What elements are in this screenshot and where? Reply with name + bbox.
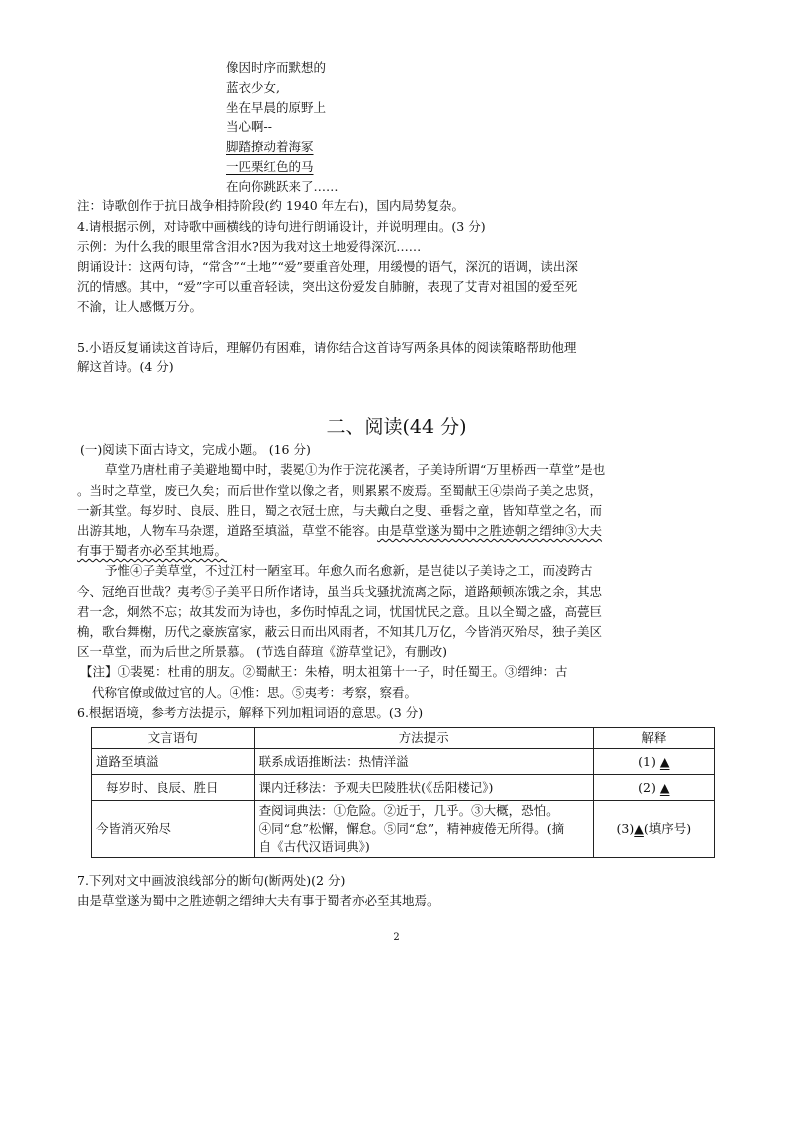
row3-answer[interactable] bbox=[593, 801, 714, 858]
row2-sentence: 每岁时、良辰、胜日 bbox=[92, 775, 255, 801]
row1-answer-prefix: (1) bbox=[638, 753, 656, 769]
q6-table bbox=[91, 727, 715, 858]
passage-p2-line-2: 今、冠绝百世哉？夷考⑤子美平日所作诸诗，虽当兵戈骚扰流离之际，道路颠顿冻饿之余，其忠 bbox=[77, 584, 603, 599]
notes-line-1: 【注】①裴冕：杜甫的朋友。②蜀献王：朱椿，明太祖第十一子，时任蜀王。③缙绅：古 bbox=[80, 664, 568, 679]
poem-note: 注：诗歌创作于抗日战争相持阶段(约 1940 年左右)，国内局势复杂。 bbox=[77, 198, 465, 213]
table-header-row bbox=[92, 728, 715, 749]
row1-answer[interactable] bbox=[593, 749, 714, 775]
passage-p1-line-1: 草堂乃唐杜甫子美避地蜀中时，裴冕①为作于浣花溪者，子美诗所谓“万里桥西一草堂”是也 bbox=[105, 462, 606, 477]
q5-question-line-1: 5.小语反复诵读这首诗后，理解仍有困难，请你结合这首诗写两条具体的阅读策略帮助他理 bbox=[77, 340, 577, 355]
row2-answer[interactable] bbox=[593, 775, 714, 801]
q5-question-line-2: 解这首诗。(4 分) bbox=[77, 359, 174, 374]
header-answer: 解释 bbox=[593, 728, 714, 749]
passage-p1-line-3: 一新其堂。每岁时、良辰、胜日，蜀之衣冠士庶，与夫戴白之叟、垂髫之童，皆知草堂之名，而 bbox=[77, 503, 603, 518]
poem-line-6-underlined: 一匹栗红色的马 bbox=[226, 159, 314, 174]
row1-sentence: 道路至填溢 bbox=[92, 749, 255, 775]
table-row bbox=[92, 775, 715, 801]
poem-line-2: 蓝衣少女, bbox=[226, 80, 280, 95]
row3-answer-suffix: (填序号) bbox=[643, 821, 692, 836]
q4-design-line-3: 不渝，让人感慨万分。 bbox=[77, 299, 203, 314]
row3-answer-prefix: (3) bbox=[616, 821, 635, 836]
row3-method-line-2: ④同“怠”松懈，懈怠。⑤同“怠”，精神疲倦无所得。(摘 bbox=[258, 821, 565, 836]
row3-sentence: 今皆消灭殆尽 bbox=[92, 801, 255, 858]
passage-p2-line-1: 予惟④子美草堂，不过江村一陋室耳。年愈久而名愈新，是岂徒以子美诗之工，而凌跨古 bbox=[105, 563, 593, 578]
q4-design-line-1: 朗诵设计：这两句诗，“常含”“土地”“爱”要重音处理，用缓慢的语气，深沉的语调，读出深 bbox=[77, 259, 578, 274]
table-row bbox=[92, 801, 715, 858]
part1-intro: (一)阅读下面古诗文，完成小题。 (16 分) bbox=[80, 442, 311, 457]
q4-design-line-2: 沉的情感。其中，“爱”字可以重音轻读，突出这份爱发自肺腑，表现了艾青对祖国的爱至死 bbox=[77, 279, 578, 294]
row2-method: 课内迁移法：予观夫巴陵胜状(《岳阳楼记》) bbox=[254, 775, 593, 801]
row3-answer-blank: ▲ bbox=[634, 821, 644, 836]
q4-example: 示例：为什么我的眼里常含泪水?因为我对这土地爱得深沉…… bbox=[77, 239, 422, 254]
row1-method: 联系成语推断法：热情洋溢 bbox=[254, 749, 593, 775]
header-sentence: 文言语句 bbox=[92, 728, 255, 749]
row3-method bbox=[254, 801, 593, 858]
poem-line-4: 当心啊-- bbox=[226, 119, 272, 134]
poem-line-1: 像因时序而默想的 bbox=[226, 60, 327, 75]
q6-question: 6.根据语境，参考方法提示，解释下列加粗词语的意思。(3 分) bbox=[77, 705, 424, 720]
q7-sentence: 由是草堂遂为蜀中之胜迹朝之缙绅大夫有事于蜀者亦必至其地焉。 bbox=[77, 893, 440, 908]
section-heading: 二、阅读(44 分) bbox=[326, 416, 467, 438]
passage-p1-line-4 bbox=[77, 522, 602, 540]
page-number: 2 bbox=[393, 932, 400, 943]
passage-p2-line-4: 桷，歌台舞榭，历代之豪族富家，蔽云日而出风雨者，不知其几万亿，今皆消灭殆尽，独子美区 bbox=[77, 624, 603, 639]
row2-answer-prefix: (2) bbox=[638, 779, 656, 795]
q4-question: 4.请根据示例，对诗歌中画横线的诗句进行朗诵设计，并说明理由。(3 分) bbox=[77, 219, 486, 234]
table-row bbox=[92, 749, 715, 775]
passage-p1-line-4-plain: 出游其地，人物车马杂遝，道路至填溢，草堂不能容。 bbox=[77, 523, 378, 538]
row3-method-line-3: 自《古代汉语词典》) bbox=[258, 839, 370, 854]
row1-answer-blank: ▲ bbox=[659, 753, 670, 769]
poem-line-5-underlined: 脚踏撩动着海冢 bbox=[226, 139, 314, 154]
passage-wavy-part-1: 由是草堂遂为蜀中之胜迹朝之缙绅③大夫 bbox=[377, 523, 603, 538]
poem-line-3: 坐在早晨的原野上 bbox=[226, 100, 327, 115]
passage-p2-line-5: 区一草堂，而为后世之所景慕。 (节选自薛瑄《游草堂记》，有删改) bbox=[77, 644, 447, 659]
row2-answer-blank: ▲ bbox=[659, 779, 670, 795]
passage-p1-line-2: 。当时之草堂，废已久矣；而后世作堂以像之者，则累累不废焉。至蜀献王④崇尚子美之忠贤， bbox=[77, 483, 603, 498]
q7-question: 7.下列对文中画波浪线部分的断句(断两处)(2 分) bbox=[77, 873, 346, 888]
row3-method-line-1: 查阅词典法：①危险。②近于，几乎。③大概，恐怕。 bbox=[258, 803, 559, 818]
notes-line-2: 代称官僚或做过官的人。④惟：思。⑤夷考：考察，察看。 bbox=[92, 685, 418, 700]
header-method: 方法提示 bbox=[254, 728, 593, 749]
passage-p2-line-3: 君一念，炯然不忘；故其发而为诗也，多伤时悼乱之词，忧国忧民之意。且以全蜀之盛，高甍巨 bbox=[77, 604, 603, 619]
poem-line-7: 在向你跳跃来了…… bbox=[226, 179, 339, 194]
passage-wavy-part-2: 有事于蜀者亦必至其地焉。 bbox=[77, 543, 228, 558]
